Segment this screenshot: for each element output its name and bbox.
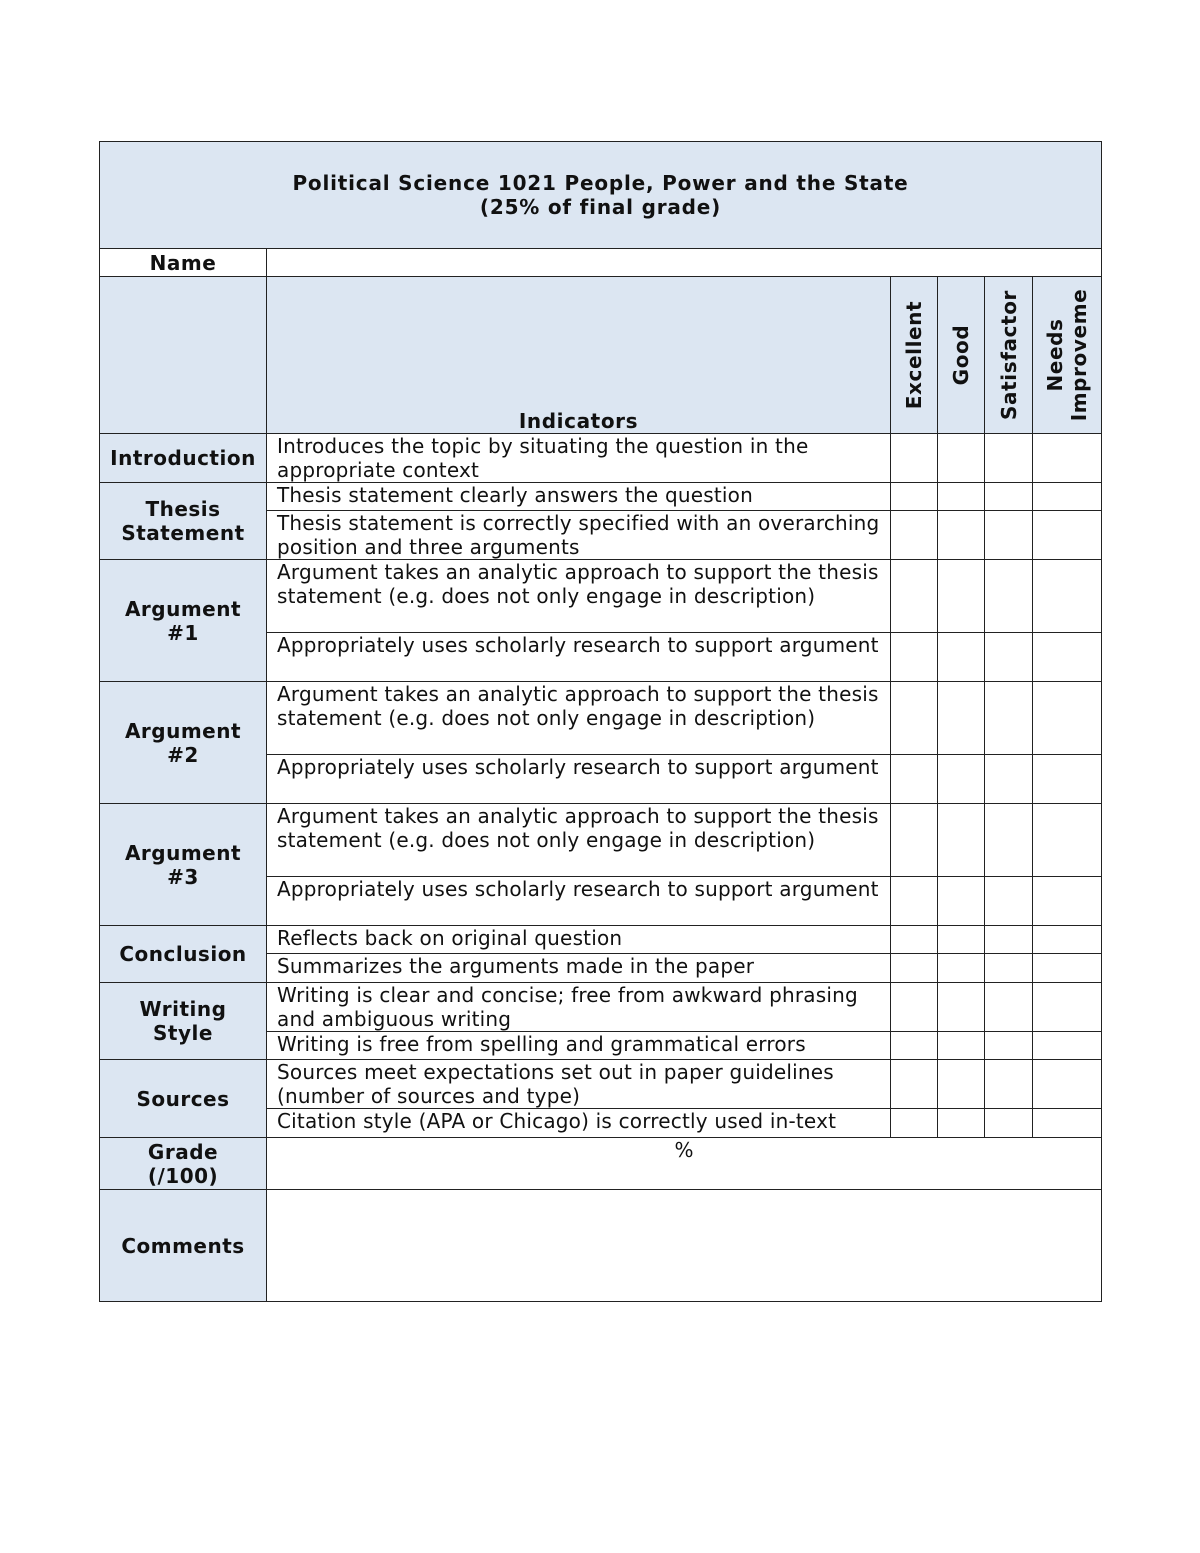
- rating-cell-satisfactory[interactable]: [985, 560, 1033, 633]
- indicator-text: Writing is free from spelling and grammatical errors: [267, 1032, 891, 1060]
- rating-cell-needs-improvement[interactable]: [1033, 633, 1102, 682]
- section-label-thesis-statement: [100, 483, 267, 560]
- rating-cell-excellent[interactable]: [891, 983, 938, 1032]
- rating-cell-needs-improvement[interactable]: [1033, 983, 1102, 1032]
- rating-cell-satisfactory[interactable]: [985, 682, 1033, 755]
- rating-label-needs-improvement: Needs Improveme: [1043, 288, 1091, 421]
- rubric-row: [100, 926, 1102, 954]
- rating-cell-needs-improvement[interactable]: [1033, 755, 1102, 804]
- rating-cell-satisfactory[interactable]: [985, 983, 1033, 1032]
- rating-cell-excellent[interactable]: [891, 877, 938, 926]
- comments-row: [100, 1190, 1102, 1302]
- rating-cell-excellent[interactable]: [891, 755, 938, 804]
- rating-cell-satisfactory[interactable]: [985, 877, 1033, 926]
- section-label-argument-1: [100, 560, 267, 682]
- indicator-text: Thesis statement is correctly specified with an overarching position and three arguments: [267, 511, 891, 560]
- grade-row: [100, 1138, 1102, 1190]
- rating-cell-excellent[interactable]: [891, 682, 938, 755]
- section-label-text: Thesis Statement: [121, 497, 245, 545]
- indicator-text: Argument takes an analytic approach to support the thesis statement (e.g. does not only engage in description): [267, 682, 891, 755]
- rating-cell-excellent[interactable]: [891, 560, 938, 633]
- indicator-text: Summarizes the arguments made in the paper: [267, 954, 891, 983]
- rating-cell-good[interactable]: [938, 983, 985, 1032]
- header-blank-cell: [100, 277, 267, 434]
- rating-cell-needs-improvement[interactable]: [1033, 483, 1102, 511]
- indicator-text: Writing is clear and concise; free from awkward phrasing and ambiguous writing: [267, 983, 891, 1032]
- rating-cell-good[interactable]: [938, 633, 985, 682]
- indicator-text: Appropriately uses scholarly research to support argument: [267, 633, 891, 682]
- section-label-sources: [100, 1060, 267, 1138]
- indicator-text: Argument takes an analytic approach to support the thesis statement (e.g. does not only engage in description): [267, 560, 891, 633]
- rating-cell-satisfactory[interactable]: [985, 755, 1033, 804]
- rating-cell-needs-improvement[interactable]: [1033, 434, 1102, 483]
- rating-cell-good[interactable]: [938, 560, 985, 633]
- indicator-text: Argument takes an analytic approach to support the thesis statement (e.g. does not only engage in description): [267, 804, 891, 877]
- section-label-text: Introduction: [110, 446, 256, 470]
- grade-label: [100, 1138, 267, 1190]
- rating-label-good: Good: [949, 324, 973, 385]
- rating-cell-excellent[interactable]: [891, 804, 938, 877]
- rating-cell-needs-improvement[interactable]: [1033, 954, 1102, 983]
- rating-cell-needs-improvement[interactable]: [1033, 511, 1102, 560]
- rubric-row: [100, 804, 1102, 877]
- rating-cell-good[interactable]: [938, 755, 985, 804]
- rating-cell-excellent[interactable]: [891, 1032, 938, 1060]
- title-line-2: (25% of final grade): [479, 195, 722, 219]
- rating-label-satisfactory: Satisfactor: [996, 289, 1021, 420]
- rating-cell-needs-improvement[interactable]: [1033, 877, 1102, 926]
- rating-cell-excellent[interactable]: [891, 434, 938, 483]
- rating-cell-satisfactory[interactable]: [985, 434, 1033, 483]
- indicators-header: Indicators: [267, 277, 891, 434]
- rubric-row: [100, 1060, 1102, 1109]
- title-line-1: Political Science 1021 People, Power and the State: [292, 171, 909, 195]
- rating-cell-needs-improvement[interactable]: [1033, 804, 1102, 877]
- rating-cell-excellent[interactable]: [891, 954, 938, 983]
- rating-cell-needs-improvement[interactable]: [1033, 1109, 1102, 1138]
- rating-cell-excellent[interactable]: [891, 511, 938, 560]
- rating-header-satisfactory: [985, 277, 1033, 434]
- rating-cell-needs-improvement[interactable]: [1033, 560, 1102, 633]
- rating-cell-satisfactory[interactable]: [985, 804, 1033, 877]
- section-label-text: Writing Style: [139, 997, 227, 1045]
- rating-cell-satisfactory[interactable]: [985, 511, 1033, 560]
- rating-cell-needs-improvement[interactable]: [1033, 926, 1102, 954]
- rubric-row: [100, 983, 1102, 1032]
- rubric-title: [100, 142, 1102, 249]
- rating-cell-needs-improvement[interactable]: [1033, 1060, 1102, 1109]
- name-label: Name: [100, 249, 267, 277]
- rating-cell-satisfactory[interactable]: [985, 954, 1033, 983]
- rating-cell-satisfactory[interactable]: [985, 1032, 1033, 1060]
- rating-cell-excellent[interactable]: [891, 483, 938, 511]
- section-label-conclusion: [100, 926, 267, 983]
- rating-cell-excellent[interactable]: [891, 926, 938, 954]
- rating-cell-good[interactable]: [938, 682, 985, 755]
- rubric-row: [100, 483, 1102, 511]
- grade-label-text: Grade (/100): [147, 1139, 219, 1188]
- section-label-text: Argument #2: [124, 718, 242, 767]
- rating-cell-excellent[interactable]: [891, 1060, 938, 1109]
- section-label-text: Sources: [136, 1086, 230, 1111]
- rating-header-good: [938, 277, 985, 434]
- rating-cell-good[interactable]: [938, 434, 985, 483]
- rating-cell-good[interactable]: [938, 1109, 985, 1138]
- indicator-text: Thesis statement clearly answers the question: [267, 483, 891, 511]
- rubric-table: [99, 141, 1102, 1302]
- rating-cell-excellent[interactable]: [891, 633, 938, 682]
- rating-cell-satisfactory[interactable]: [985, 483, 1033, 511]
- indicator-text: Reflects back on original question: [267, 926, 891, 954]
- rating-cell-good[interactable]: [938, 1032, 985, 1060]
- rating-label-excellent: Excellent: [902, 300, 926, 409]
- rating-cell-satisfactory[interactable]: [985, 1109, 1033, 1138]
- rating-header-excellent: [891, 277, 938, 434]
- rating-cell-needs-improvement[interactable]: [1033, 682, 1102, 755]
- rubric-row: [100, 682, 1102, 755]
- indicator-text: Sources meet expectations set out in paper guidelines (number of sources and type): [267, 1060, 891, 1109]
- section-label-introduction: [100, 434, 267, 483]
- name-field[interactable]: [267, 249, 1102, 277]
- section-label-text: Conclusion: [119, 942, 247, 966]
- rating-cell-excellent[interactable]: [891, 1109, 938, 1138]
- rating-cell-good[interactable]: [938, 511, 985, 560]
- section-label-argument-2: [100, 682, 267, 804]
- rubric-row: [100, 434, 1102, 483]
- rating-cell-satisfactory[interactable]: [985, 633, 1033, 682]
- rubric-row: [100, 560, 1102, 633]
- section-label-writing-style: [100, 983, 267, 1060]
- comments-field[interactable]: [267, 1190, 1102, 1302]
- rating-cell-good[interactable]: [938, 483, 985, 511]
- section-label-text: Argument #3: [124, 840, 242, 889]
- rating-cell-good[interactable]: [938, 804, 985, 877]
- rating-header-needs-improvement: [1033, 277, 1102, 434]
- indicator-text: Citation style (APA or Chicago) is correctly used in-text: [267, 1109, 891, 1138]
- rating-cell-needs-improvement[interactable]: [1033, 1032, 1102, 1060]
- indicator-text: Appropriately uses scholarly research to support argument: [267, 877, 891, 926]
- rating-cell-good[interactable]: [938, 1060, 985, 1109]
- rating-cell-satisfactory[interactable]: [985, 1060, 1033, 1109]
- indicator-text: Introduces the topic by situating the question in the appropriate context: [267, 434, 891, 483]
- rating-cell-satisfactory[interactable]: [985, 926, 1033, 954]
- comments-label: Comments: [100, 1190, 267, 1302]
- indicator-text: Appropriately uses scholarly research to support argument: [267, 755, 891, 804]
- grade-value-field[interactable]: %: [267, 1138, 1102, 1190]
- rating-cell-good[interactable]: [938, 877, 985, 926]
- rating-cell-good[interactable]: [938, 926, 985, 954]
- section-label-argument-3: [100, 804, 267, 926]
- section-label-text: Argument #1: [124, 596, 242, 645]
- rating-cell-good[interactable]: [938, 954, 985, 983]
